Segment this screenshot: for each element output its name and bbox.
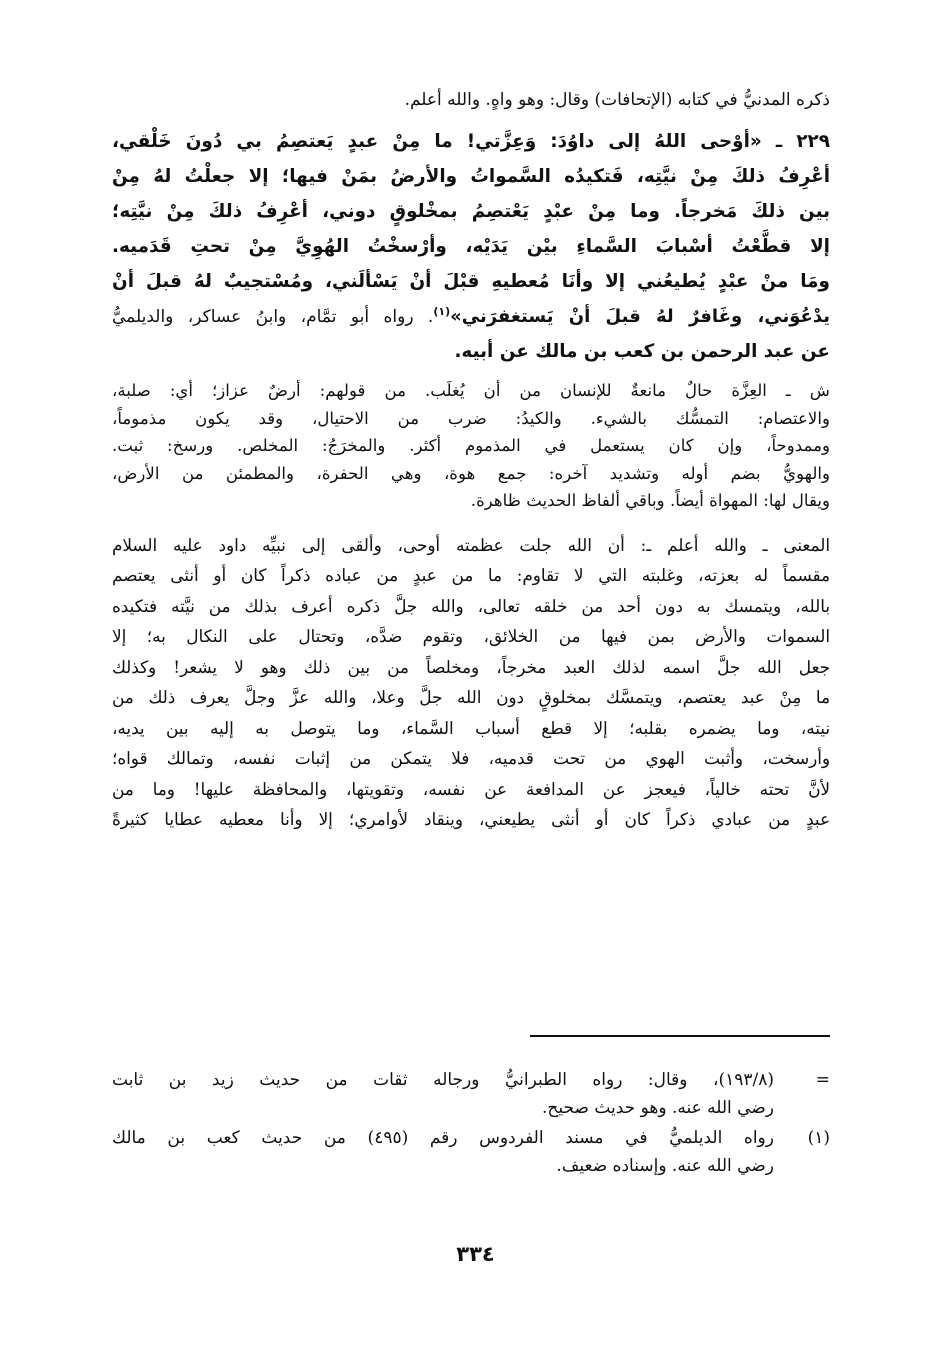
meaning-line: وأرسخت، وأثبت الهوي من تحت قدميه، فلا يتمكن من إثبات نفسه، وتمالك قواه؛ [112,748,830,768]
hadith-text-end: يدْعُوَني، وغَافرٌ لهُ قبلَ أنْ يَستغفرَني» [450,306,830,327]
explanation-line: ش ـ العِزَّة حالٌ مانعةٌ للإنسان من أن يُغلَب. من قولهم: أرضٌ عزاز؛ أي: صلبة، [112,381,830,400]
footnote-body [112,1066,774,1122]
footnotes [112,1066,830,1182]
explanation-line: ويقال لها: المهواة أيضاً. وباقي ألفاظ الحديث ظاهرة. [470,491,830,510]
meaning-paragraph [112,530,830,835]
hadith-line-7: عن عبد الرحمن بن كعب بن مالك عن أبيه. [454,341,830,362]
footnote-line: (١٩٣/٨)، وقال: رواه الطبرانيُّ ورجاله ثقات من حديث زيد بن ثابت [112,1070,774,1090]
hadith-source: . رواه أبو تمَّام، وابنُ عساكر، والديلميُّ [112,307,434,327]
hadith-line-6 [112,299,830,334]
meaning-line: المعنى ـ والله أعلم ـ: أن الله جلت عظمته أوحى، وألقى إلى نبيِّه داود عليه السلام [112,534,830,555]
meaning-line: ما مِنْ عبد يعتصم، ويتمسَّك بمخلوقٍ دون الله جلَّ وعلا، والله عزَّ وجلَّ يعرف ذلك من [112,687,830,707]
explanation-line: وممدوحاً، وإن كان يستعمل في المذموم أكثر. والمخرَجُ: المخلص. ورسخ: ثبت. [112,436,830,455]
footnote-continued [112,1066,830,1122]
hadith-line-4: إلا قطَّعْتُ أسْبابَ السَّماءِ بيْن يَدَيْه، وأرْسخْتُ الهُوِيَّ مِنْ تحتِ قَدَميه. [112,236,830,257]
explanation-line: والهويُّ بضم أوله وتشديد آخره: جمع هوة، وهي الحفرة، والمطمئن من الأرض، [112,463,830,483]
footnote-body [112,1124,774,1180]
meaning-line: جعل الله جلَّ اسمه لذلك العبد مخرجاً، ومخلصاً من بين ذلك وهو لا يشعر! وكذلك [112,656,830,677]
footnote-line: رضي الله عنه. وإسناده ضعيف. [556,1156,774,1176]
meaning-line: نيته، وما يضمره بقلبه؛ إلا قطع أسباب السَّماء، وما يتوصل به إليه بين يديه، [112,717,830,738]
hadith-number: ٢٢٩ ـ [775,131,830,152]
meaning-line: السموات والأرض بمن فيها من الخلائق، وتقوم ضدَّه، وتحتال على النكال به؛ إلا [112,626,830,646]
explanation-line: والاعتصام: التمسُّك بالشيء. والكيدُ: ضرب من الاحتيال، وقد يكون مذموماً، [112,408,830,428]
meaning-line: بالله، ويتمسك به دون أحد من خلقه تعالى، والله جلَّ ذكره أعرف بذلك من نيَّته فتكيده [112,595,830,616]
intro-line: ذكره المدنيُّ في كتابه (الإتحافات) وقال: وهو واهٍ. والله أعلم. [404,90,830,110]
meaning-line: لأنَّ تحته خالياً، فيعجز عن المدافعة عن نفسه، وتقويتها، والمحافظة عليها! وما من [112,778,830,799]
explanation-paragraph [112,377,830,515]
footnote-reference: (١) [433,305,451,318]
hadith-line-5: ومَا منْ عبْدٍ يُطيعُني إلا وأنَا مُعطيهِ قبْلَ أنْ يَسْألَني، ومُسْتجيبٌ لهُ قبلَ أنْ [112,271,830,292]
hadith-line-1 [112,124,830,159]
meaning-line: مقسماً له بعزته، وغلبته التي لا تقاوم: ما من عبدٍ من عباده ذكراً كان أو أنثى يعتصم [112,565,830,585]
hadith-block [112,124,830,369]
footnote-1 [112,1124,830,1180]
footnote-separator [530,1035,830,1037]
page-number: ٣٣٤ [456,1242,495,1266]
hadith-text: «أوْحى اللهُ إلى داوُدَ: وَعِزَّتي! ما مِنْ عبدٍ يَعتصِمُ بي دُونَ خَلْقي، [112,131,762,152]
page-body [112,86,830,835]
hadith-line-2: أعْرِفُ ذلكَ مِنْ نيَّتِه، فَتكيدُه السَّمواتُ والأرضُ بمَنْ فيها؛ إلا جعلْتُ لهُ مِنْ [112,166,830,187]
footnote-marker: = [815,1070,830,1090]
footnote-line: رواه الديلميُّ في مسند الفردوس رقم (٤٩٥) من حديث كعب بن مالك [112,1128,774,1148]
hadith-line-3: بين ذلكَ مَخرجاً. وما مِنْ عبْدٍ يَعْتصِمُ بمخْلوقٍ دوني، أعْرِفُ ذلكَ مِنْ نيَّتِه؛ [112,201,830,222]
meaning-line: عبدٍ من عبادي ذكراً كان أو أنثى يطيعني، وينقاد لأوامري؛ إلا وأنا معطيه عطايا كثيرةً [112,809,830,829]
footnote-line: رضي الله عنه. وهو حديث صحيح. [542,1098,774,1118]
footnote-marker: (١) [807,1128,830,1148]
